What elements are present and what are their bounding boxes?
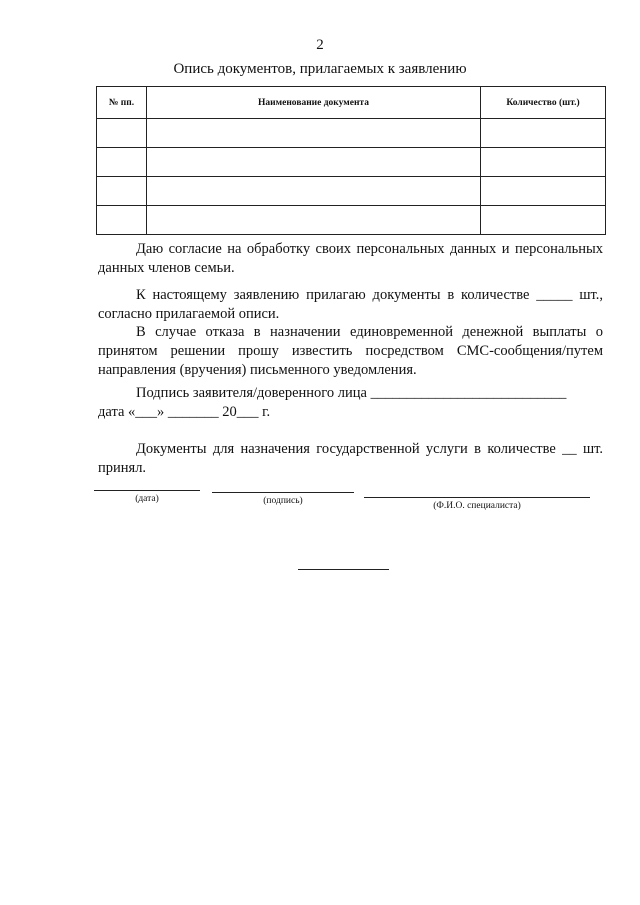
signature-line[interactable] [212, 492, 354, 493]
consent-paragraph: Даю согласие на обработку своих персональных данных и персональных данных членов семьи. [98, 241, 603, 276]
column-header-document-name: Наименование документа [147, 87, 481, 119]
table-header-row [97, 87, 606, 119]
table-cell[interactable] [97, 119, 147, 148]
end-divider [298, 569, 389, 570]
date-line-text: дата «___» _______ 20___ г. [98, 404, 271, 420]
table-cell[interactable] [481, 119, 606, 148]
documents-table [96, 86, 606, 235]
specialist-name-caption: (Ф.И.О. специалиста) [433, 501, 521, 511]
signature-line-text: Подпись заявителя/доверенного лица ___________________________ [136, 385, 567, 401]
refusal-notification-paragraph: В случае отказа в назначении единовременной денежной выплаты о принятом решении прошу известить посредством СМС-сообщения/путем направления (вручения) письменного уведомления. [98, 324, 603, 378]
table-row [97, 119, 606, 148]
page-number: 2 [316, 37, 324, 53]
table-cell[interactable] [97, 148, 147, 177]
date-caption: (дата) [135, 494, 159, 504]
table-cell[interactable] [147, 148, 481, 177]
column-header-number: № пп. [97, 87, 147, 119]
table-cell[interactable] [97, 177, 147, 206]
signature-caption: (подпись) [263, 496, 303, 506]
specialist-name-line[interactable] [364, 497, 590, 498]
table-row [97, 177, 606, 206]
document-title: Опись документов, прилагаемых к заявлению [173, 61, 467, 77]
table-cell[interactable] [97, 206, 147, 235]
table-cell[interactable] [147, 206, 481, 235]
table-cell[interactable] [481, 148, 606, 177]
attachment-paragraph: К настоящему заявлению прилагаю документы в количестве _____ шт., согласно прилагаемой описи. [98, 287, 603, 322]
documents-accepted-paragraph: Документы для назначения государственной услуги в количестве __ шт. принял. [98, 441, 603, 476]
table-cell[interactable] [481, 177, 606, 206]
table-row [97, 148, 606, 177]
table-cell[interactable] [147, 177, 481, 206]
column-header-quantity: Количество (шт.) [481, 87, 606, 119]
date-signature-line[interactable] [94, 490, 200, 491]
table-cell[interactable] [481, 206, 606, 235]
table-cell[interactable] [147, 119, 481, 148]
table-row [97, 206, 606, 235]
